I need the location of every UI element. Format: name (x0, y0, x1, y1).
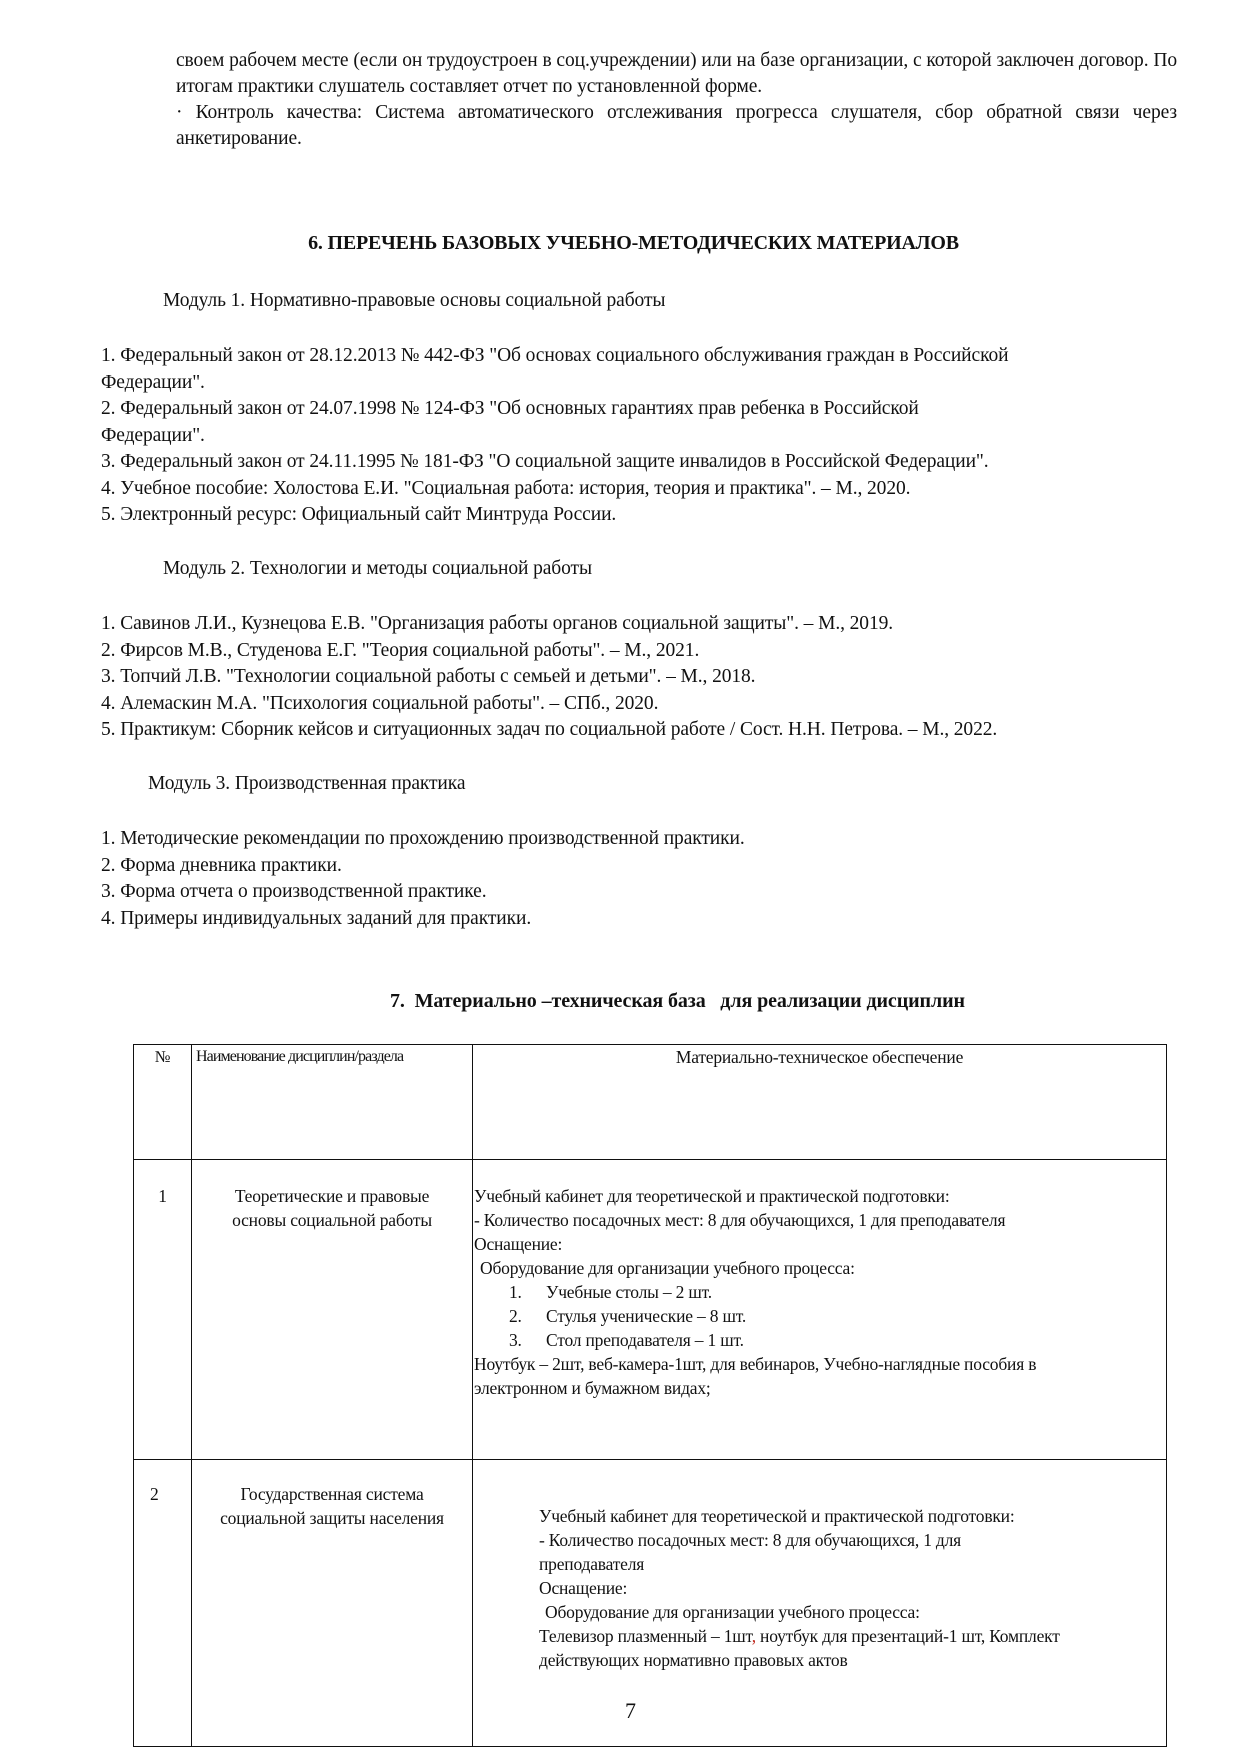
reference-item: Федерации". (101, 371, 205, 393)
equipment-list (474, 1280, 1166, 1352)
table-row (134, 1160, 1167, 1460)
equipment-table (133, 1044, 1167, 1747)
equipment-list-item: 3. Стол преподавателя – 1 шт. (509, 1330, 744, 1350)
module3-title: Модуль 3. Производственная практика (148, 773, 466, 794)
equipment-room: Учебный кабинет для теоретической и практической подготовки: (474, 1186, 950, 1206)
reference-item: 1. Федеральный закон от 28.12.2013 № 442-ФЗ "Об основах социального обслуживания граждан в Российской (101, 345, 1009, 366)
reference-item: 2. Фирсов М.В., Студенова Е.Г. "Теория социальной работы". – М., 2021. (101, 639, 700, 661)
table-header-row (134, 1045, 1167, 1160)
module2-references (101, 611, 1201, 744)
page-number: 7 (625, 1698, 636, 1723)
discipline-line: социальной защиты населения (220, 1508, 444, 1528)
intro-paragraph-2: · Контроль качества: Система автоматического отслеживания прогресса слушателя, сбор обратной связи через анкетирование. (176, 102, 1177, 149)
module3-references (101, 826, 1201, 932)
reference-item: 4. Алемаскин М.А. "Психология социальной работы". – СПб., 2020. (101, 692, 659, 714)
equipment-seats: преподавателя (539, 1554, 645, 1574)
intro-text (176, 48, 1177, 152)
equipment-label: Оснащение: (539, 1578, 628, 1598)
module1-title: Модуль 1. Нормативно-правовые основы социальной работы (163, 290, 666, 311)
header-discipline: Наименование дисциплин/раздела (192, 1045, 473, 1160)
row-num: 1 (134, 1160, 192, 1460)
reference-item: 4. Примеры индивидуальных заданий для практики. (101, 907, 532, 929)
module2-title: Модуль 2. Технологии и методы социальной работы (163, 558, 592, 579)
equipment-seats: - Количество посадочных мест: 8 для обучающихся, 1 для преподавателя (474, 1210, 1006, 1230)
header-equipment: Материально-техническое обеспечение (473, 1045, 1167, 1160)
reference-item: 1. Методические рекомендации по прохождению производственной практики. (101, 828, 745, 849)
reference-item: 1. Савинов Л.И., Кузнецова Е.В. "Организация работы органов социальной защиты". – М., 2019. (101, 613, 894, 634)
equipment-extra: Ноутбук – 2шт, веб-камера-1шт, для вебинаров, Учебно-наглядные пособия в (474, 1354, 1037, 1374)
discipline-line: основы социальной работы (232, 1210, 432, 1230)
equipment-list-item: 1. Учебные столы – 2 шт. (509, 1282, 712, 1302)
row-equipment (473, 1160, 1167, 1460)
section7-heading: 7. Материально –техническая база для реализации дисциплин (390, 990, 965, 1012)
equipment-extra: электронном и бумажном видах; (474, 1378, 711, 1398)
equipment-seats: - Количество посадочных мест: 8 для обучающихся, 1 для (539, 1530, 962, 1550)
reference-item: 2. Форма дневника практики. (101, 854, 342, 876)
equipment-extra: действующих нормативно правовых актов (539, 1650, 848, 1670)
row-discipline (192, 1160, 473, 1460)
reference-item: 3. Форма отчета о производственной практике. (101, 881, 487, 902)
reference-item: 5. Практикум: Сборник кейсов и ситуационных задач по социальной работе / Сост. Н.Н. Петрова. – М., 2022. (101, 719, 998, 740)
module1-references (101, 343, 1201, 529)
reference-item: 2. Федеральный закон от 24.07.1998 № 124-ФЗ "Об основных гарантиях прав ребенка в Российской (101, 398, 919, 419)
discipline-line: Государственная система (240, 1484, 424, 1504)
equipment-extra: Телевизор плазменный – 1шт, ноутбук для презентаций-1 шт, Комплект (539, 1626, 1060, 1646)
reference-item: 5. Электронный ресурс: Официальный сайт Минтруда России. (101, 504, 617, 525)
intro-paragraph-1: своем рабочем месте (если он трудоустроен в соц.учреждении) или на базе организации, с которой заключен договор. По итогам практики слушатель составляет отчет по установленной форме. (176, 50, 1177, 97)
equipment-sublabel: Оборудование для организации учебного процесса: (480, 1258, 855, 1278)
reference-item: 3. Федеральный закон от 24.11.1995 № 181-ФЗ "О социальной защите инвалидов в Российской Федерации". (101, 451, 989, 472)
header-num: № (134, 1045, 192, 1160)
row-num: 2 (134, 1460, 192, 1747)
reference-item: 4. Учебное пособие: Холостова Е.И. "Социальная работа: история, теория и практика". – М., 2020. (101, 477, 911, 499)
equipment-sublabel: Оборудование для организации учебного процесса: (545, 1602, 920, 1622)
reference-item: Федерации". (101, 424, 205, 446)
equipment-list-item: 2. Стулья ученические – 8 шт. (509, 1306, 747, 1326)
equipment-label: Оснащение: (474, 1234, 563, 1254)
discipline-line: Теоретические и правовые (234, 1186, 430, 1206)
equipment-room: Учебный кабинет для теоретической и практической подготовки: (539, 1506, 1015, 1526)
section6-heading: 6. ПЕРЕЧЕНЬ БАЗОВЫХ УЧЕБНО-МЕТОДИЧЕСКИХ МАТЕРИАЛОВ (308, 232, 959, 254)
reference-item: 3. Топчий Л.В. "Технологии социальной работы с семьей и детьми". – М., 2018. (101, 666, 756, 687)
